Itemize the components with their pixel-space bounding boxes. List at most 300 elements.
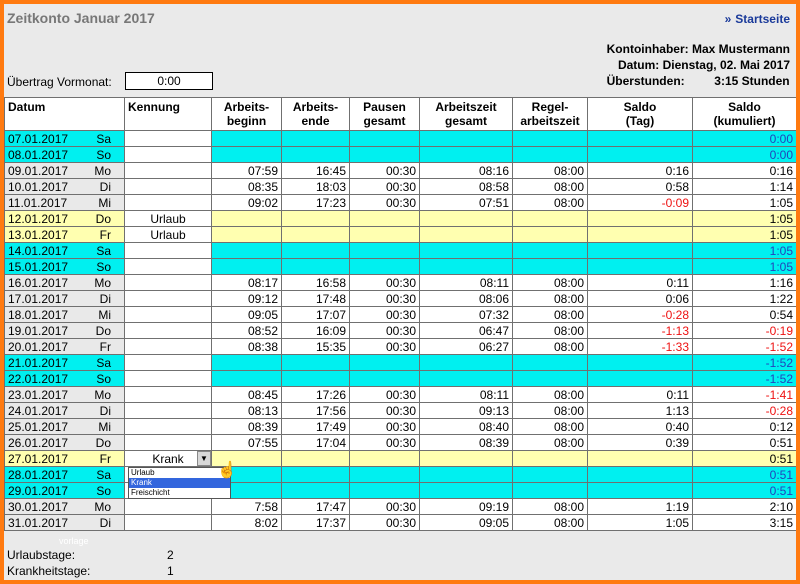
date-text: 09.01.2017	[8, 163, 69, 178]
saldo-cell: 1:05	[588, 515, 693, 531]
work-cell: 07:51	[420, 195, 513, 211]
work-cell: 08:06	[420, 291, 513, 307]
table-row	[5, 355, 797, 371]
kennung-cell[interactable]	[125, 515, 212, 531]
weekday-text: So	[96, 147, 111, 162]
date-cell	[5, 275, 125, 291]
pause-cell[interactable]: 00:30	[350, 403, 420, 419]
arrow-icon: »	[724, 12, 732, 26]
start-cell[interactable]	[212, 211, 282, 227]
pause-cell[interactable]	[350, 227, 420, 243]
saldo-cell	[588, 211, 693, 227]
carry-over-label: Übertrag Vormonat:	[7, 75, 112, 89]
kennung-cell[interactable]	[125, 307, 212, 323]
weekday-text: Di	[99, 403, 111, 418]
table-row	[5, 227, 797, 243]
end-cell[interactable]	[282, 371, 350, 387]
kennung-cell[interactable]	[125, 499, 212, 515]
date-cell	[5, 131, 125, 147]
end-cell[interactable]: 17:37	[282, 515, 350, 531]
regular-cell	[513, 131, 588, 147]
pause-cell[interactable]	[350, 355, 420, 371]
end-cell[interactable]: 16:45	[282, 163, 350, 179]
regular-cell: 08:00	[513, 291, 588, 307]
date-cell	[5, 243, 125, 259]
kennung-cell[interactable]	[125, 419, 212, 435]
start-cell[interactable]: 08:39	[212, 419, 282, 435]
regular-cell: 08:00	[513, 387, 588, 403]
date-cell	[5, 291, 125, 307]
time-table	[4, 97, 796, 531]
cum-cell: -1:52	[693, 371, 797, 387]
weekday-text: Do	[95, 211, 111, 226]
end-cell[interactable]	[282, 467, 350, 483]
work-cell: 09:13	[420, 403, 513, 419]
cum-cell: 0:16	[693, 163, 797, 179]
weekday-text: So	[96, 371, 111, 386]
table-row	[5, 179, 797, 195]
saldo-cell	[588, 467, 693, 483]
saldo-cell	[588, 259, 693, 275]
kennung-dropdown-list[interactable]	[128, 467, 231, 499]
table-row	[5, 467, 797, 483]
weekday-text: Fr	[99, 227, 111, 242]
end-cell[interactable]	[282, 243, 350, 259]
work-cell: 08:11	[420, 387, 513, 403]
start-cell[interactable]	[212, 227, 282, 243]
table-row	[5, 291, 797, 307]
cum-cell: 1:05	[693, 227, 797, 243]
summary-row	[7, 547, 174, 563]
weekday-text: Do	[95, 435, 111, 450]
chevron-down-icon[interactable]: ▼	[197, 451, 211, 466]
table-row	[5, 195, 797, 211]
cum-cell: -0:19	[693, 323, 797, 339]
cum-cell: -1:41	[693, 387, 797, 403]
cum-cell: 0:51	[693, 483, 797, 499]
regular-cell	[513, 211, 588, 227]
pause-cell[interactable]: 00:30	[350, 323, 420, 339]
kennung-cell[interactable]	[125, 131, 212, 147]
pause-cell[interactable]: 00:30	[350, 499, 420, 515]
end-cell[interactable]: 17:49	[282, 419, 350, 435]
date-text: 22.01.2017	[8, 371, 69, 386]
kennung-cell[interactable]	[125, 435, 212, 451]
watermark: vorlage	[59, 536, 89, 546]
carry-over-input[interactable]	[125, 72, 213, 90]
pause-cell[interactable]: 00:30	[350, 419, 420, 435]
weekday-text: Fr	[99, 451, 111, 466]
account-owner: Kontoinhaber: Max Mustermann	[606, 42, 790, 56]
kennung-cell[interactable]	[125, 451, 212, 467]
work-cell: 06:47	[420, 323, 513, 339]
date-cell	[5, 387, 125, 403]
column-header-regelarbeitszeit: Regel- arbeitszeit	[513, 98, 588, 131]
pause-cell[interactable]: 00:30	[350, 195, 420, 211]
date-text: 31.01.2017	[8, 515, 69, 530]
start-cell[interactable]	[212, 371, 282, 387]
end-cell[interactable]	[282, 211, 350, 227]
kennung-cell[interactable]	[125, 355, 212, 371]
start-cell[interactable]	[212, 243, 282, 259]
regular-cell: 08:00	[513, 419, 588, 435]
date-cell	[5, 227, 125, 243]
summary-value: 1	[167, 564, 174, 578]
end-cell[interactable]	[282, 227, 350, 243]
kennung-select-value: Krank	[152, 451, 184, 466]
table-row	[5, 243, 797, 259]
work-cell	[420, 243, 513, 259]
cum-cell: 0:00	[693, 147, 797, 163]
cum-cell: 1:05	[693, 243, 797, 259]
regular-cell: 08:00	[513, 195, 588, 211]
table-row	[5, 259, 797, 275]
overtime-label: Überstunden:	[606, 74, 685, 88]
work-cell: 08:40	[420, 419, 513, 435]
end-cell[interactable]: 17:04	[282, 435, 350, 451]
kennung-cell[interactable]	[125, 387, 212, 403]
weekday-text: Mo	[94, 275, 111, 290]
table-header	[5, 98, 797, 131]
pause-cell[interactable]: 00:30	[350, 291, 420, 307]
weekday-text: Sa	[96, 243, 111, 258]
date-cell	[5, 259, 125, 275]
end-cell[interactable]: 16:09	[282, 323, 350, 339]
weekday-text: Mi	[98, 419, 111, 434]
kennung-cell[interactable]	[125, 243, 212, 259]
start-cell[interactable]	[212, 147, 282, 163]
date-text: 23.01.2017	[8, 387, 69, 402]
date-cell	[5, 403, 125, 419]
cum-cell: 2:10	[693, 499, 797, 515]
saldo-cell	[588, 355, 693, 371]
page-title: Zeitkonto Januar 2017	[7, 10, 155, 26]
start-cell[interactable]	[212, 355, 282, 371]
weekday-text: Di	[99, 515, 111, 530]
hand-cursor-icon: ☝	[217, 462, 237, 479]
work-cell: 06:27	[420, 339, 513, 355]
kennung-cell[interactable]	[125, 195, 212, 211]
pause-cell[interactable]	[350, 371, 420, 387]
saldo-cell: -1:13	[588, 323, 693, 339]
date-text: 27.01.2017	[8, 451, 69, 466]
work-cell	[420, 467, 513, 483]
date-text: 15.01.2017	[8, 259, 69, 274]
pause-cell[interactable]	[350, 259, 420, 275]
regular-cell	[513, 355, 588, 371]
startseite-link[interactable]	[725, 12, 790, 26]
regular-cell	[513, 483, 588, 499]
date-cell	[5, 211, 125, 227]
kennung-select[interactable]	[128, 452, 208, 466]
dropdown-option-krank[interactable]: Krank	[129, 478, 230, 488]
column-header-arbeitsende: Arbeits- ende	[282, 98, 350, 131]
table-row	[5, 419, 797, 435]
weekday-text: Di	[99, 179, 111, 194]
start-cell[interactable]: 08:45	[212, 387, 282, 403]
regular-cell: 08:00	[513, 435, 588, 451]
weekday-text: So	[96, 483, 111, 498]
saldo-cell: 0:11	[588, 275, 693, 291]
saldo-cell: -1:33	[588, 339, 693, 355]
date-text: 19.01.2017	[8, 323, 69, 338]
table-body	[5, 131, 797, 531]
summary	[7, 547, 174, 579]
weekday-text: Sa	[96, 467, 111, 482]
regular-cell: 08:00	[513, 339, 588, 355]
kennung-cell[interactable]	[125, 323, 212, 339]
start-cell[interactable]	[212, 259, 282, 275]
work-cell	[420, 483, 513, 499]
start-cell[interactable]: 08:52	[212, 323, 282, 339]
cum-cell: 1:05	[693, 259, 797, 275]
start-cell[interactable]: 09:02	[212, 195, 282, 211]
work-cell: 09:19	[420, 499, 513, 515]
kennung-cell[interactable]	[125, 147, 212, 163]
table-row	[5, 403, 797, 419]
saldo-cell: 0:16	[588, 163, 693, 179]
saldo-cell	[588, 371, 693, 387]
end-cell[interactable]: 17:56	[282, 403, 350, 419]
cum-cell: 1:05	[693, 211, 797, 227]
end-cell[interactable]	[282, 451, 350, 467]
end-cell[interactable]	[282, 147, 350, 163]
saldo-cell: 0:06	[588, 291, 693, 307]
kennung-cell[interactable]	[125, 339, 212, 355]
weekday-text: Di	[99, 291, 111, 306]
regular-cell	[513, 243, 588, 259]
end-cell[interactable]: 16:58	[282, 275, 350, 291]
cum-cell: -1:52	[693, 355, 797, 371]
table-row	[5, 499, 797, 515]
saldo-cell	[588, 147, 693, 163]
cum-cell: 0:51	[693, 435, 797, 451]
work-cell	[420, 371, 513, 387]
weekday-text: So	[96, 259, 111, 274]
saldo-cell: 0:58	[588, 179, 693, 195]
pause-cell[interactable]: 00:30	[350, 163, 420, 179]
weekday-text: Fr	[99, 339, 111, 354]
start-cell[interactable]: 08:13	[212, 403, 282, 419]
date-text: 18.01.2017	[8, 307, 69, 322]
start-cell[interactable]	[212, 131, 282, 147]
date-text: 26.01.2017	[8, 435, 69, 450]
date-cell	[5, 467, 125, 483]
end-cell[interactable]: 17:23	[282, 195, 350, 211]
column-header-saldo-tag: Saldo (Tag)	[588, 98, 693, 131]
work-cell: 08:58	[420, 179, 513, 195]
table-row	[5, 163, 797, 179]
work-cell	[420, 355, 513, 371]
table-row	[5, 515, 797, 531]
column-header-datum: Datum	[5, 98, 125, 131]
end-cell[interactable]: 18:03	[282, 179, 350, 195]
date-text: 17.01.2017	[8, 291, 69, 306]
start-cell[interactable]: 09:05	[212, 307, 282, 323]
date-cell	[5, 163, 125, 179]
date-cell	[5, 179, 125, 195]
date-cell	[5, 323, 125, 339]
date-cell	[5, 451, 125, 467]
saldo-cell: 1:19	[588, 499, 693, 515]
date-cell	[5, 371, 125, 387]
kennung-cell[interactable]: Urlaub	[125, 227, 212, 243]
table-row	[5, 147, 797, 163]
saldo-cell	[588, 451, 693, 467]
pause-cell[interactable]	[350, 451, 420, 467]
date-cell	[5, 515, 125, 531]
start-cell[interactable]: 08:35	[212, 179, 282, 195]
pause-cell[interactable]	[350, 131, 420, 147]
saldo-cell	[588, 131, 693, 147]
end-cell[interactable]: 17:47	[282, 499, 350, 515]
overtime-row	[607, 73, 790, 89]
pause-cell[interactable]	[350, 467, 420, 483]
weekday-text: Do	[95, 323, 111, 338]
work-cell	[420, 227, 513, 243]
date-cell	[5, 435, 125, 451]
date-cell	[5, 147, 125, 163]
date-cell	[5, 307, 125, 323]
end-cell[interactable]: 17:07	[282, 307, 350, 323]
overtime-value: 3:15 Stunden	[714, 74, 790, 88]
date-text: 10.01.2017	[8, 179, 69, 194]
date-text: 20.01.2017	[8, 339, 69, 354]
work-cell: 08:16	[420, 163, 513, 179]
column-header-arbeitszeit: Arbeitszeit gesamt	[420, 98, 513, 131]
kennung-cell[interactable]	[125, 259, 212, 275]
weekday-text: Mo	[94, 163, 111, 178]
date-text: 30.01.2017	[8, 499, 69, 514]
summary-label: Krankheitstage:	[7, 564, 91, 578]
pause-cell[interactable]: 00:30	[350, 179, 420, 195]
table-row	[5, 323, 797, 339]
date-cell	[5, 355, 125, 371]
table-row	[5, 131, 797, 147]
weekday-text: Mi	[98, 307, 111, 322]
end-cell[interactable]	[282, 131, 350, 147]
date-text: 14.01.2017	[8, 243, 69, 258]
pause-cell[interactable]	[350, 483, 420, 499]
end-cell[interactable]: 17:26	[282, 387, 350, 403]
work-cell: 09:05	[420, 515, 513, 531]
pause-cell[interactable]	[350, 211, 420, 227]
regular-cell	[513, 147, 588, 163]
start-cell[interactable]: 08:38	[212, 339, 282, 355]
kennung-cell[interactable]	[125, 179, 212, 195]
column-header-saldo-kumuliert: Saldo (kumuliert)	[693, 98, 797, 131]
pause-cell[interactable]	[350, 147, 420, 163]
column-header-pausen: Pausen gesamt	[350, 98, 420, 131]
date-text: 29.01.2017	[8, 483, 69, 498]
kennung-cell[interactable]	[125, 163, 212, 179]
timesheet-window	[4, 4, 796, 580]
end-cell[interactable]	[282, 355, 350, 371]
pause-cell[interactable]	[350, 243, 420, 259]
pause-cell[interactable]: 00:30	[350, 435, 420, 451]
cum-cell: 1:05	[693, 195, 797, 211]
table-row	[5, 371, 797, 387]
saldo-cell: 0:39	[588, 435, 693, 451]
date-cell	[5, 339, 125, 355]
date-text: 13.01.2017	[8, 227, 69, 242]
regular-cell	[513, 259, 588, 275]
regular-cell	[513, 227, 588, 243]
kennung-cell[interactable]: Urlaub	[125, 211, 212, 227]
start-cell[interactable]: 8:02	[212, 515, 282, 531]
regular-cell: 08:00	[513, 163, 588, 179]
pause-cell[interactable]: 00:30	[350, 515, 420, 531]
weekday-text: Mi	[98, 195, 111, 210]
start-cell[interactable]: 7:58	[212, 499, 282, 515]
start-cell[interactable]: 07:59	[212, 163, 282, 179]
end-cell[interactable]: 15:35	[282, 339, 350, 355]
saldo-cell: 0:40	[588, 419, 693, 435]
table-row	[5, 339, 797, 355]
saldo-cell	[588, 483, 693, 499]
kennung-cell[interactable]	[125, 371, 212, 387]
work-cell	[420, 147, 513, 163]
saldo-cell	[588, 227, 693, 243]
work-cell: 07:32	[420, 307, 513, 323]
cum-cell: 1:16	[693, 275, 797, 291]
saldo-cell: -0:09	[588, 195, 693, 211]
start-cell[interactable]: 07:55	[212, 435, 282, 451]
cum-cell: 0:54	[693, 307, 797, 323]
pause-cell[interactable]: 00:30	[350, 275, 420, 291]
cum-cell: 0:51	[693, 451, 797, 467]
regular-cell: 08:00	[513, 179, 588, 195]
date-text: 16.01.2017	[8, 275, 69, 290]
kennung-cell[interactable]	[125, 291, 212, 307]
pause-cell[interactable]: 00:30	[350, 339, 420, 355]
column-header-arbeitsbeginn: Arbeits- beginn	[212, 98, 282, 131]
startseite-label: Startseite	[735, 12, 790, 26]
dropdown-option-urlaub[interactable]: Urlaub	[131, 468, 155, 477]
account-info	[607, 41, 790, 89]
cum-cell: 0:51	[693, 467, 797, 483]
kennung-cell[interactable]	[125, 275, 212, 291]
regular-cell	[513, 467, 588, 483]
weekday-text: Sa	[96, 355, 111, 370]
end-cell[interactable]	[282, 259, 350, 275]
regular-cell: 08:00	[513, 499, 588, 515]
start-cell[interactable]: 08:17	[212, 275, 282, 291]
date-cell	[5, 195, 125, 211]
table-row	[5, 211, 797, 227]
work-cell: 08:39	[420, 435, 513, 451]
weekday-text: Mo	[94, 499, 111, 514]
kennung-cell[interactable]	[125, 403, 212, 419]
regular-cell: 08:00	[513, 307, 588, 323]
summary-label: Urlaubstage:	[7, 548, 76, 562]
start-cell[interactable]: 09:12	[212, 291, 282, 307]
work-cell: 08:11	[420, 275, 513, 291]
end-cell[interactable]	[282, 483, 350, 499]
work-cell	[420, 131, 513, 147]
cum-cell: 0:12	[693, 419, 797, 435]
weekday-text: Mo	[94, 387, 111, 402]
date-text: 11.01.2017	[8, 195, 68, 210]
date-cell	[5, 499, 125, 515]
saldo-cell: -0:28	[588, 307, 693, 323]
end-cell[interactable]: 17:48	[282, 291, 350, 307]
date-text: 21.01.2017	[8, 355, 69, 370]
pause-cell[interactable]: 00:30	[350, 307, 420, 323]
pause-cell[interactable]: 00:30	[350, 387, 420, 403]
cum-cell: 1:14	[693, 179, 797, 195]
dropdown-option-freischicht[interactable]: Freischicht	[131, 488, 170, 497]
